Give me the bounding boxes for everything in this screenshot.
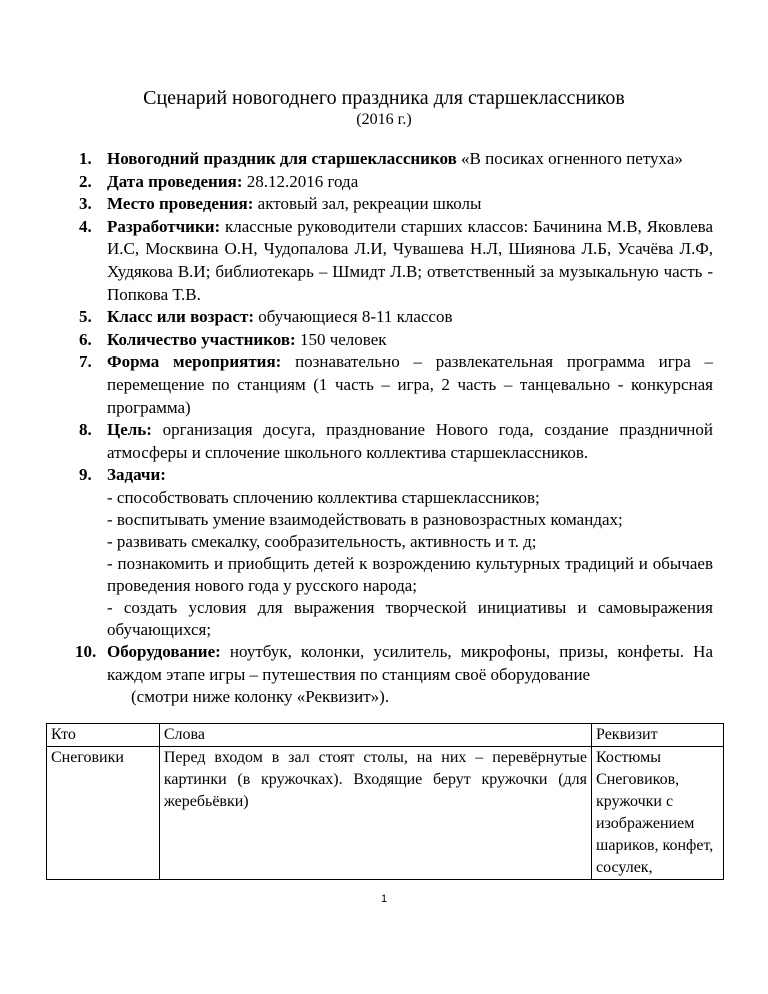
table-header-row <box>47 724 724 747</box>
item-text: классные руководители старших классов: Бачинина М.В, Яковлева И.С, Москвина О.Н, Чудопалова Л.И, Чувашева Н.Л, Шиянова Л.Б, Усачёва Л.Ф, Худякова В.И; библиотекарь – Шмидт Л.В; ответственный за музыкальную часть - Попкова Т.В. <box>107 216 713 304</box>
list-item <box>79 329 713 352</box>
item-number: 3. <box>79 194 92 214</box>
header-cell-props: Реквизит <box>592 724 724 747</box>
item-number: 2. <box>79 171 92 191</box>
list-item <box>79 216 713 306</box>
list-item <box>79 464 713 641</box>
list-item <box>79 148 713 171</box>
item-label: Задачи: <box>107 465 166 485</box>
item-label: Класс или возраст: <box>107 307 254 327</box>
list-item <box>79 306 713 329</box>
item-label: Цель: <box>107 420 152 440</box>
list-item <box>79 351 713 419</box>
item-number: 4. <box>79 216 92 236</box>
item-text: актовый зал, рекреации школы <box>253 194 482 214</box>
list-item <box>79 419 713 464</box>
script-table <box>46 723 724 880</box>
item-label: Форма мероприятия: <box>107 352 282 372</box>
page-number: 1 <box>380 893 388 905</box>
item-label: Количество участников: <box>107 329 296 349</box>
item-text: организация досуга, празднование Нового года, создание праздничной атмосферы и сплочение школьного коллектива старшеклассников. <box>107 420 713 462</box>
item-number: 5. <box>79 307 92 327</box>
item-number: 6. <box>79 329 92 349</box>
item-text: 28.12.2016 года <box>242 171 359 191</box>
item-label: Разработчики: <box>107 216 221 236</box>
equipment-note: (смотри ниже колонку «Реквизит»). <box>131 687 390 707</box>
scenario-list <box>75 148 713 709</box>
cell-who: Снеговики <box>47 747 160 880</box>
list-item <box>79 193 713 216</box>
task-line: - способствовать сплочению коллектива старшеклассников; <box>107 487 540 507</box>
item-text: ноутбук, колонки, усилитель, микрофоны, призы, конфеты. На каждом этапе игры – путешествия по станциям своё оборудование <box>107 641 713 684</box>
item-label: Дата проведения: <box>107 171 243 191</box>
item-number: 1. <box>79 149 92 168</box>
list-item <box>75 641 713 709</box>
item-label: Место проведения: <box>107 194 254 214</box>
task-line: - создать условия для выражения творческой инициативы и самовыражения обучающихся; <box>107 597 713 639</box>
item-label: Новогодний праздник для старшеклассников <box>107 149 457 168</box>
document-year: (2016 г.) <box>356 111 412 128</box>
task-line: - воспитывать умение взаимодействовать в разновозрастных командах; <box>107 509 623 529</box>
list-item <box>79 171 713 194</box>
document-title: Сценарий новогоднего праздника для старшеклассников <box>143 87 625 109</box>
item-text: познавательно – развлекательная программа игра – перемещение по станциям (1 часть – игра, 2 часть – танцевально - конкурсная программа) <box>107 352 713 417</box>
item-number: 10. <box>75 641 97 661</box>
header-cell-who: Кто <box>47 724 160 747</box>
item-text: 150 человек <box>295 329 387 349</box>
item-text: «В посиках огненного петуха» <box>456 149 683 168</box>
item-number: 7. <box>79 352 92 372</box>
cell-props: Костюмы Снеговиков, кружочки с изображением шариков, конфет, сосулек, <box>592 747 724 880</box>
item-label: Оборудование: <box>107 641 221 661</box>
task-line: - развивать смекалку, сообразительность, активность и т. д; <box>107 531 537 551</box>
item-number: 9. <box>79 465 92 485</box>
item-number: 8. <box>79 420 92 440</box>
table-row <box>47 747 724 880</box>
cell-words: Перед входом в зал стоят столы, на них – перевёрнутые картинки (в кружочках). Входящие берут кружочки (для жеребьёвки) <box>159 747 591 880</box>
item-text: обучающиеся 8-11 классов <box>254 307 453 327</box>
task-line: - познакомить и приобщить детей к возрождению культурных традиций и обычаев проведения нового года у русского народа; <box>107 553 713 595</box>
header-cell-words: Слова <box>159 724 591 747</box>
